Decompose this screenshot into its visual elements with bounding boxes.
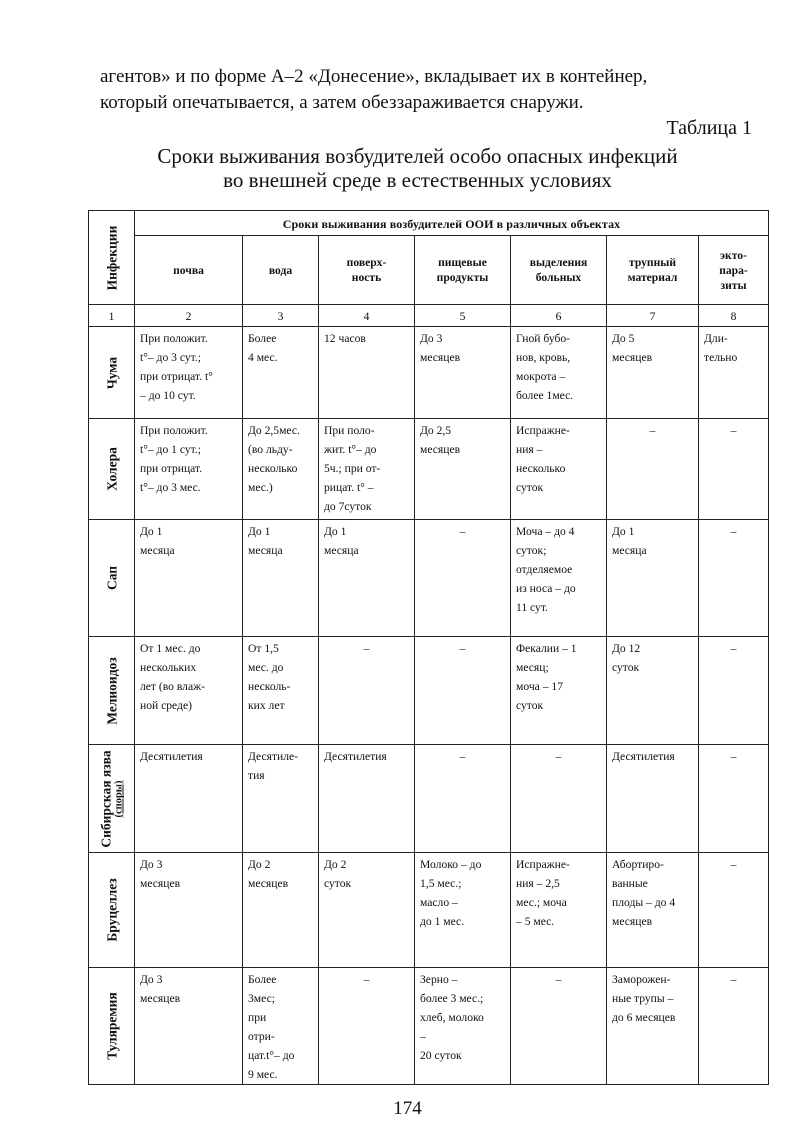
group-header: Сроки выживания возбудителей ООИ в различных объектах xyxy=(135,211,769,236)
table-cell: – xyxy=(511,968,607,1085)
table-cell: Испражне- ния – несколько суток xyxy=(511,419,607,520)
infection-label: Бруцеллез xyxy=(104,878,119,942)
column-number: 4 xyxy=(319,305,415,327)
column-header: поверх- ность xyxy=(319,236,415,305)
infection-label: Мелиоидоз xyxy=(104,656,119,725)
infection-label: Сибирская язва xyxy=(98,749,113,848)
infection-name xyxy=(104,356,119,388)
table-cell: От 1 мес. до нескольких лет (во влаж- ной среде) xyxy=(135,637,243,745)
page-number: 174 xyxy=(393,1098,422,1119)
table-row xyxy=(89,745,769,853)
table-cell: Испражне- ния – 2,5 мес.; моча – 5 мес. xyxy=(511,853,607,968)
table-cell: Фекалии – 1 месяц; моча – 17 суток xyxy=(511,637,607,745)
table-title xyxy=(0,144,785,192)
table-cell: Десятилетия xyxy=(607,745,699,853)
table-cell: До 2,5мес. (во льду- несколько мес.) xyxy=(243,419,319,520)
infection-label: Чума xyxy=(104,356,119,389)
table-row xyxy=(89,327,769,419)
table-cell: До 1 месяца xyxy=(319,520,415,637)
title-line: во внешней среде в естественных условиях xyxy=(223,168,612,192)
table-cell: Десятилетия xyxy=(319,745,415,853)
column-header: экто- пара- зиты xyxy=(699,236,769,305)
table-cell: – xyxy=(699,745,769,853)
table-cell: – xyxy=(415,637,511,745)
infection-cell xyxy=(89,853,135,968)
table-cell: Десятилетия xyxy=(135,745,243,853)
table-cell: До 3 месяцев xyxy=(415,327,511,419)
column-header: почва xyxy=(135,236,243,305)
table-cell: Заморожен- ные трупы – до 6 месяцев xyxy=(607,968,699,1085)
table-cell: При положит. t°– до 3 сут.; при отрицат. t° – до 10 сут. xyxy=(135,327,243,419)
paragraph-line: агентов» и по форме А–2 «Донесение», вкладывает их в контейнер, xyxy=(100,66,648,87)
table-cell: – xyxy=(699,637,769,745)
column-header: вода xyxy=(243,236,319,305)
table-cell: – xyxy=(511,745,607,853)
infection-cell xyxy=(89,327,135,419)
column-header: пищевые продукты xyxy=(415,236,511,305)
table-cell: 12 часов xyxy=(319,327,415,419)
infection-cell xyxy=(89,419,135,520)
table-cell: Зерно – более 3 мес.; хлеб, молоко – 20 суток xyxy=(415,968,511,1085)
title-line: Сроки выживания возбудителей особо опасных инфекций xyxy=(157,144,678,168)
table-cell: Более 4 мес. xyxy=(243,327,319,419)
table-cell: До 5 месяцев xyxy=(607,327,699,419)
table-cell: До 2,5 месяцев xyxy=(415,419,511,520)
table-row xyxy=(89,968,769,1085)
table-cell: Абортиро- ванные плоды – до 4 месяцев xyxy=(607,853,699,968)
table-cell: При поло- жит. t°– до 5ч.; при от- рицат. t° – до 7суток xyxy=(319,419,415,520)
table-cell: До 1 месяца xyxy=(607,520,699,637)
paragraph-line: который опечатывается, а затем обеззараживается снаружи. xyxy=(100,92,584,113)
survival-table xyxy=(88,210,769,1085)
table-cell: Молоко – до 1,5 мес.; масло – до 1 мес. xyxy=(415,853,511,968)
row-header-label: Инфекции xyxy=(104,225,119,290)
infection-name xyxy=(104,657,119,724)
table-cell: Моча – до 4 суток; отделяемое из носа – до 11 сут. xyxy=(511,520,607,637)
infection-cell xyxy=(89,520,135,637)
column-number: 2 xyxy=(135,305,243,327)
table-cell: До 1 месяца xyxy=(243,520,319,637)
table-cell: – xyxy=(699,520,769,637)
infection-name xyxy=(104,447,119,491)
column-number: 7 xyxy=(607,305,699,327)
table-cell: – xyxy=(415,520,511,637)
infection-sublabel: (споры) xyxy=(113,780,124,818)
table-cell: – xyxy=(699,968,769,1085)
infection-label: Туляремия xyxy=(104,992,119,1060)
column-number: 3 xyxy=(243,305,319,327)
table-cell: До 3 месяцев xyxy=(135,853,243,968)
column-header: выделения больных xyxy=(511,236,607,305)
table-cell: – xyxy=(607,419,699,520)
infection-cell xyxy=(89,968,135,1085)
column-number: 5 xyxy=(415,305,511,327)
infection-name xyxy=(104,878,119,941)
table-cell: Более 3мес; при отри- цат.t°– до 9 мес. xyxy=(243,968,319,1085)
body-paragraph xyxy=(100,64,755,116)
table-cell: При положит. t°– до 1 сут.; при отрицат. t°– до 3 мес. xyxy=(135,419,243,520)
table-cell: До 1 месяца xyxy=(135,520,243,637)
table-cell: От 1,5 мес. до несколь- ких лет xyxy=(243,637,319,745)
infection-label: Холера xyxy=(104,447,119,491)
table-cell: – xyxy=(319,637,415,745)
infection-name xyxy=(98,750,125,847)
table-cell: – xyxy=(415,745,511,853)
table-cell: – xyxy=(699,419,769,520)
table-row xyxy=(89,637,769,745)
column-number: 6 xyxy=(511,305,607,327)
column-number: 8 xyxy=(699,305,769,327)
infection-name xyxy=(104,992,119,1059)
column-header: трупный материал xyxy=(607,236,699,305)
table-cell: До 12 суток xyxy=(607,637,699,745)
table-row xyxy=(89,520,769,637)
table-cell: До 2 месяцев xyxy=(243,853,319,968)
table-cell: – xyxy=(319,968,415,1085)
table-cell: – xyxy=(699,853,769,968)
row-header-cell xyxy=(89,211,135,305)
table-cell: До 2 суток xyxy=(319,853,415,968)
table-row xyxy=(89,853,769,968)
table-cell: Десятиле- тия xyxy=(243,745,319,853)
infection-cell xyxy=(89,637,135,745)
table-number: Таблица 1 xyxy=(666,117,752,139)
infection-label: Сап xyxy=(104,565,119,591)
table-cell: Дли- тельно xyxy=(699,327,769,419)
table-cell: До 3 месяцев xyxy=(135,968,243,1085)
column-number: 1 xyxy=(89,305,135,327)
table-cell: Гной бубо- нов, кровь, мокрота – более 1мес. xyxy=(511,327,607,419)
infection-name xyxy=(104,566,119,590)
table-row xyxy=(89,419,769,520)
infection-cell xyxy=(89,745,135,853)
